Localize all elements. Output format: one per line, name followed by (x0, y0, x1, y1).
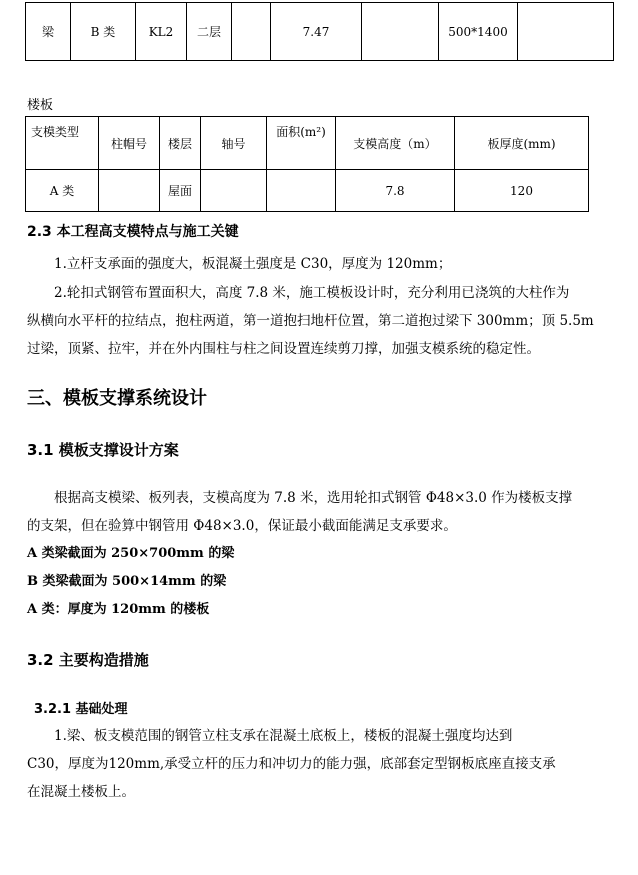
chapter-heading: 三、模板支撑系统设计 (27, 388, 207, 409)
table-cell: KL2 (136, 3, 187, 61)
header-cell: 柱帽号 (99, 117, 160, 170)
list-item: A 类：厚度为 120mm 的楼板 (27, 602, 210, 617)
table-cell: 梁 (26, 3, 71, 61)
table-row (26, 170, 589, 212)
table-cell: B 类 (71, 3, 136, 61)
header-cell: 楼层 (160, 117, 201, 170)
paragraph-line: 根据高支模梁、板列表，支模高度为 7.8 米，选用轮扣式钢管 Φ48×3.0 作为楼板支撑 (54, 490, 573, 506)
subsection-heading: 3.2.1 基础处理 (34, 702, 128, 717)
slab-table (25, 116, 589, 212)
list-item: B 类梁截面为 500×14mm 的梁 (27, 574, 227, 589)
beam-table (25, 2, 614, 61)
paragraph-line: 1.立杆支承面的强度大，板混凝土强度是 C30，厚度为 120mm； (54, 256, 452, 272)
header-cell: 支模高度（m） (336, 117, 455, 170)
header-cell: 支模类型 (26, 117, 99, 170)
table-cell (232, 3, 271, 61)
table-cell: 500*1400 (439, 3, 518, 61)
table-cell: 7.8 (336, 170, 455, 212)
table-cell (518, 3, 614, 61)
paragraph-line: 2.轮扣式钢管布置面积大，高度 7.8 米，施工模板设计时，充分利用已浇筑的大柱作为 (54, 285, 570, 301)
table-cell: 7.47 (271, 3, 362, 61)
table-cell (99, 170, 160, 212)
table-cell: 屋面 (160, 170, 201, 212)
table-cell: 120 (455, 170, 589, 212)
table-header-row (26, 117, 589, 170)
paragraph-line: 1.梁、板支模范围的钢管立柱支承在混凝土底板上，楼板的混凝土强度均达到 (54, 728, 513, 744)
table-cell (201, 170, 267, 212)
table-cell: A 类 (26, 170, 99, 212)
section-heading: 3.1 模板支撑设计方案 (27, 441, 179, 459)
list-item: A 类梁截面为 250×700mm 的梁 (27, 546, 235, 561)
paragraph-line: 在混凝土楼板上。 (27, 784, 135, 800)
paragraph-line: 的支架，但在验算中钢管用 Φ48×3.0，保证最小截面能满足支承要求。 (27, 518, 457, 534)
paragraph-line: 纵横向水平杆的拉结点，抱柱两道，第一道抱扫地杆位置，第二道抱过梁下 300mm；顶 5.5m (27, 313, 594, 329)
table-cell (362, 3, 439, 61)
table-cell: 二层 (187, 3, 232, 61)
header-cell: 轴号 (201, 117, 267, 170)
paragraph-line: 过梁，顶紧、拉牢，并在外内围柱与柱之间设置连续剪刀撑，加强支模系统的稳定性。 (27, 341, 540, 357)
section-heading: 2.3 本工程高支模特点与施工关键 (27, 224, 239, 240)
header-cell: 面积(m²) (267, 117, 336, 170)
slab-section-title: 楼板 (27, 98, 54, 113)
table-cell (267, 170, 336, 212)
header-cell: 板厚度(mm) (455, 117, 589, 170)
section-heading: 3.2 主要构造措施 (27, 651, 149, 669)
paragraph-line: C30，厚度为120mm,承受立杆的压力和冲切力的能力强，底部套定型钢板底座直接支承 (27, 756, 556, 772)
table-row (26, 3, 614, 61)
